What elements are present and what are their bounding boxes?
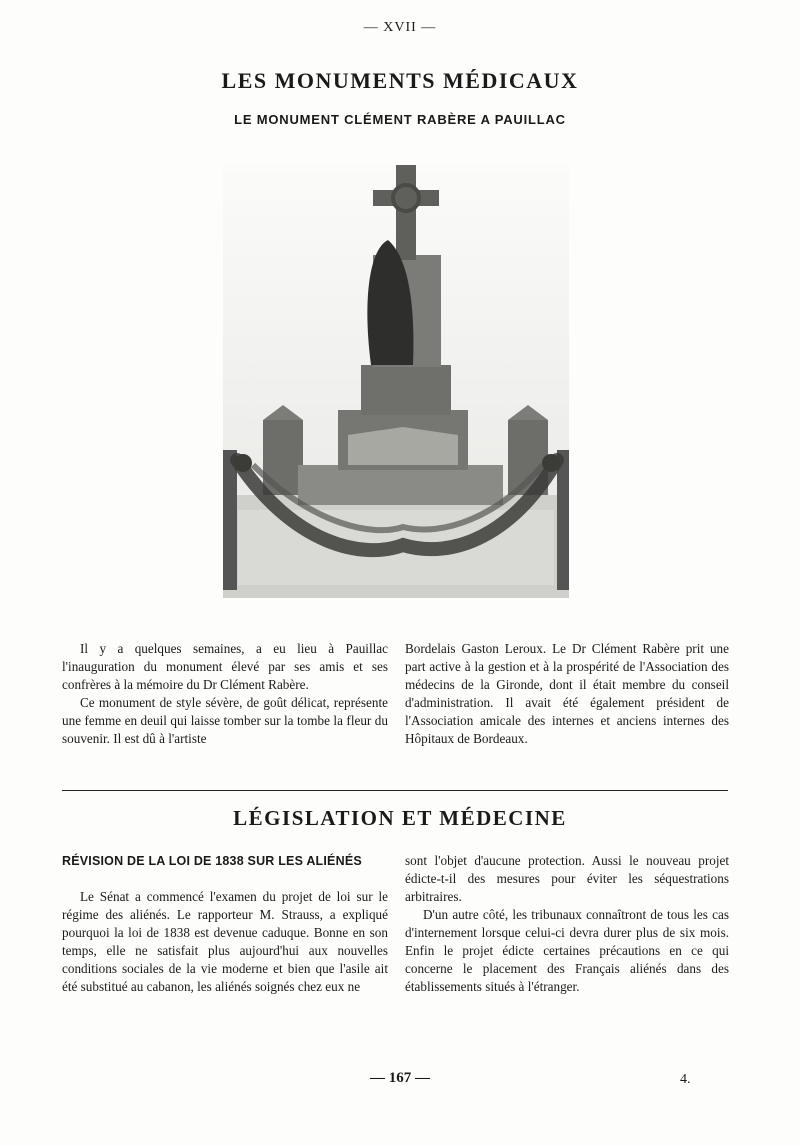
running-folio: — XVII —	[363, 20, 437, 35]
page-number: — 167 —	[370, 1070, 430, 1086]
paragraph: D'un autre côté, les tribunaux connaîtront de tous les cas d'internement lorsque celui-ci devra durer plus de six mois. Enfin le projet édicte certaines précautions en ce qui concerne le placement des Français aliénés dans des établissements situés à l'étranger.	[405, 907, 729, 994]
section-title-monuments: LES MONUMENTS MÉDICAUX	[221, 68, 579, 93]
section-divider	[62, 790, 728, 791]
paragraph: Ce monument de style sévère, de goût délicat, représente une femme en deuil qui laisse tomber sur la tombe la fleur du souvenir. Il est dû à l'artiste	[62, 695, 388, 746]
paragraph: Il y a quelques semaines, a eu lieu à Pauillac l'inauguration du monument élevé par ses amis et ses confrères à la mémoire du Dr Clément Rabère.	[62, 641, 388, 692]
paragraph: sont l'objet d'aucune protection. Aussi le nouveau projet édicte-t-il des mesures pour éviter les séquestrations arbitraires.	[405, 853, 729, 904]
column-right-legislation	[405, 852, 729, 996]
paragraph: Le Sénat a commencé l'examen du projet de loi sur le régime des aliénés. Le rapporteur M. Strauss, a expliqué pourquoi la loi de 1838 est devenue caduque. Bonne en son temps, elle ne satisfait plus aujourd'hui aux nouvelles conditions sociales de la vie moderne et bien que l'asile ait été substitué au cabanon, les aliénés soignés chez eux ne	[62, 889, 388, 994]
monument-photo	[223, 165, 569, 598]
section-subtitle-monument: LE MONUMENT CLÉMENT RABÈRE A PAUILLAC	[234, 112, 566, 127]
paragraph: Bordelais Gaston Leroux. Le Dr Clément Rabère prit une part active à la gestion et à la prospérité de l'Association des médecins de la Gironde, dont il était membre du conseil d'administration. Il avait été également président de l'Association amicale des internes et anciens internes des Hôpitaux de Bordeaux.	[405, 641, 729, 746]
sheet-signature: 4.	[680, 1072, 691, 1087]
article-heading-revision: RÉVISION DE LA LOI DE 1838 SUR LES ALIÉNÉS	[62, 854, 362, 868]
column-left-legislation	[62, 888, 388, 996]
column-left-monument	[62, 640, 388, 748]
column-right-monument	[405, 640, 729, 748]
section-title-legislation: LÉGISLATION ET MÉDECINE	[233, 806, 567, 830]
